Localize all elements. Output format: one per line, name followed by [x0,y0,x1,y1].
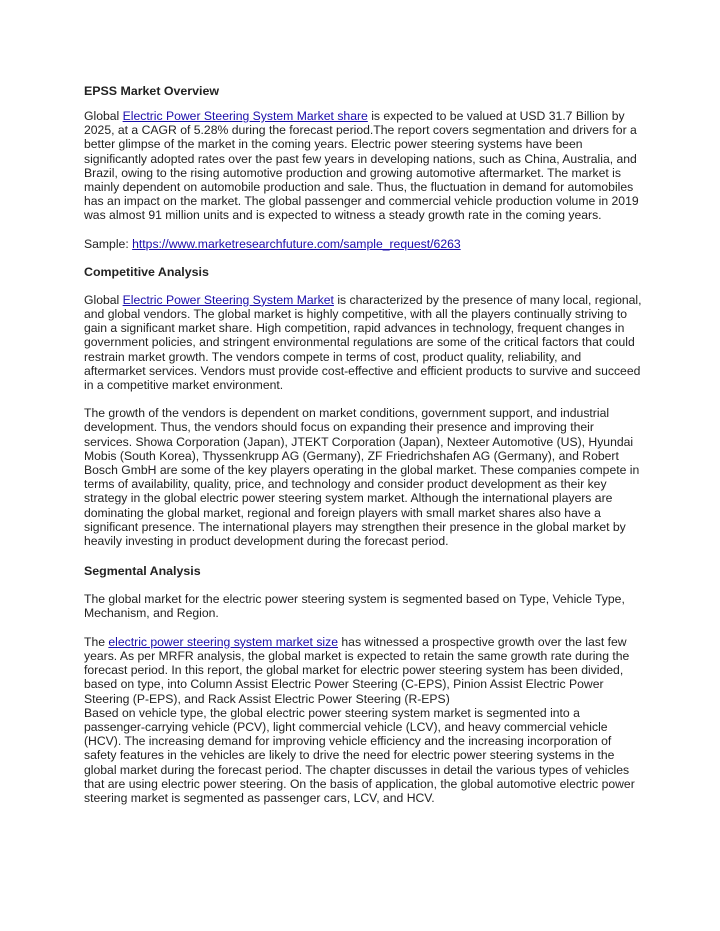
sample-paragraph [84,237,644,251]
competitive-text-start: Global [84,292,123,307]
competitive-heading: Competitive Analysis [84,264,209,279]
market-share-link[interactable]: Electric Power Steering System Market share [122,109,368,123]
overview-text-rest: is expected to be valued at USD 31.7 Billion by 2025, at a CAGR of 5.28% during the forecast period.The report covers segmentation and drivers for a better glimpse of the market in the coming years. Electric power steering systems have been significantly adopted rates over the past few years in developing nations, such as China, Australia, and Brazil, owing to the rising automotive production and growing automotive aftermarket. The market is mainly dependent on automobile production and sale. Thus, the fluctuation in demand for automobiles has an impact on the market. The global passenger and commercial vehicle production volume in 2019 was almost 91 million units and is expected to witness a steady growth rate in the coming years. [84,109,639,223]
segmental-text-rest: has witnessed a prospective growth over the last few years. As per MRFR analysis, the global market is expected to retain the same growth rate during the forecast period. In this report, the global market for electric power steering system has been divided, based on type, into Column Assist Electric Power Steering (C-EPS), Pinion Assist Electric Power Steering (P-EPS), and Rack Assist Electric Power Steering (R-EPS) [84,634,630,706]
segmental-paragraph-1: The global market for the electric power steering system is segmented based on Type, Vehicle Type, Mechanism, and Region. [84,592,625,621]
segmental-paragraph-3: Based on vehicle type, the global electric power steering system market is segmented into a passenger-carrying vehicle (PCV), light commercial vehicle (LCV), and heavy commercial vehicle (HCV). The increasing demand for improving vehicle efficiency and the increasing incorporation of safety features in the vehicles are likely to drive the need for electric power steering systems in the global market during the forecast period. The chapter discusses in detail the various types of vehicles that are using electric power steering. On the basis of application, the global automotive electric power steering market is segmented as passenger cars, LCV, and HCV. [84,705,635,805]
competitive-paragraph-1 [84,293,644,392]
competitive-paragraph-2: The growth of the vendors is dependent on market conditions, government support, and industrial development. Thus, the vendors should focus on expanding their presence and improving their services. Showa Corporation (Japan), JTEKT Corporation (Japan), Nexteer Automotive (US), Hyundai Mobis (South Korea), Thyssenkrupp AG (Germany), ZF Friedrichshafen AG (Germany), and Robert Bosch GmbH are some of the key players operating in the global market. These companies compete in terms of availability, quality, price, and technology and consider product development as their key strategy in the global electric power steering system market. Although the international players are dominating the global market, regional and foreign players with small market shares also have a significant presence. The international players may strengthen their presence in the global market by heavily investing in product development during the forecast period. [84,406,640,549]
segmental-text-start: The [84,634,109,649]
segmental-paragraph-2 [84,635,644,706]
document-page [84,84,644,805]
overview-paragraph [84,109,644,223]
overview-heading: EPSS Market Overview [84,84,219,98]
market-size-link[interactable]: electric power steering system market size [108,634,338,649]
sample-request-link[interactable]: https://www.marketresearchfuture.com/sample_request/6263 [132,236,461,251]
segmental-heading: Segmental Analysis [84,564,201,579]
market-link[interactable]: Electric Power Steering System Market [122,292,334,307]
sample-label: Sample: [84,236,133,251]
competitive-text-rest: is characterized by the presence of many local, regional, and global vendors. The global market is highly competitive, with all the players continually striving to gain a significant market share. High competition, rapid advances in technology, frequent changes in government policies, and stringent environmental regulations are some of the critical factors that could restrain market growth. The vendors compete in terms of cost, product quality, reliability, and aftermarket services. Vendors must provide cost-effective and efficient products to survive and succeed in a competitive market environment. [84,292,642,393]
overview-text-start: Global [84,109,123,123]
